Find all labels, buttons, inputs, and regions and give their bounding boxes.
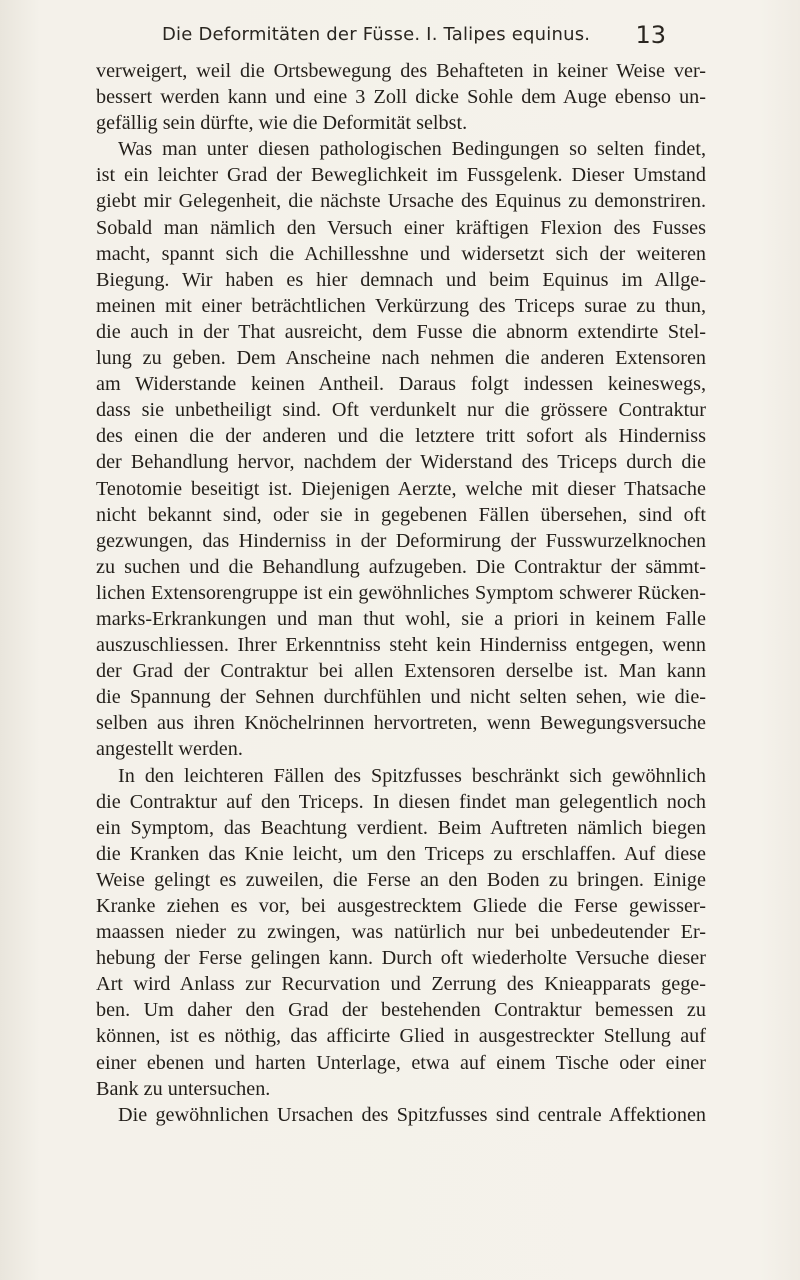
text-line: ein Symptom, das Beachtung verdient. Beim Auftreten nämlich biegen [96, 816, 706, 839]
text-line: Kranke ziehen es vor, bei ausgestrecktem Gliede die Ferse gewisser- [96, 895, 706, 917]
text-line: einer ebenen und harten Unterlage, etwa auf einem Tische oder einer [96, 1051, 706, 1074]
text-line: die auch in der That ausreicht, dem Fusse die abnorm extendirte Stel- [96, 320, 706, 343]
text-line: gezwungen, das Hinderniss in der Deformirung der Fusswurzelknochen [96, 529, 706, 552]
text-line: Sobald man nämlich den Versuch einer kräftigen Flexion des Fusses [96, 216, 706, 239]
running-head [162, 18, 666, 52]
text-line: macht, spannt sich die Achillesshne und widersetzt sich der weiteren [96, 242, 706, 265]
text-line: gefällig sein dürfte, wie die Deformität selbst. [96, 112, 468, 135]
text-line: maassen nieder zu zwingen, was natürlich nur bei unbedeutender Er- [96, 921, 706, 944]
text-line: hebung der Ferse gelingen kann. Durch oft wiederholte Versuche dieser [96, 947, 706, 970]
text-line: angestellt werden. [96, 738, 243, 761]
text-line: ben. Um daher den Grad der bestehenden Contraktur bemessen zu [96, 999, 706, 1022]
text-line: Die gewöhnlichen Ursachen des Spitzfusses sind centrale Affektionen [118, 1103, 706, 1126]
body-text [96, 58, 706, 1128]
text-line: zu suchen und die Behandlung aufzugeben. Die Contraktur der sämmt- [96, 555, 706, 578]
text-line: marks-Erkrankungen und man thut wohl, sie a priori in keinem Falle [96, 607, 706, 630]
text-line: Biegung. Wir haben es hier demnach und beim Equinus im Allge- [96, 268, 706, 291]
text-line: die Spannung der Sehnen durchfühlen und nicht selten sehen, wie die- [96, 686, 706, 709]
page-number: 13 [635, 21, 666, 49]
text-line: am Widerstande keinen Antheil. Daraus folgt indessen keineswegs, [96, 373, 706, 396]
text-line: können, ist es nöthig, das afficirte Glied in ausgestreckter Stellung auf [96, 1025, 706, 1048]
text-line: dass sie unbetheiligt sind. Oft verdunkelt nur die grössere Contraktur [96, 399, 706, 422]
text-line: meinen mit einer beträchtlichen Verkürzung des Triceps surae zu thun, [96, 294, 706, 317]
text-line: Was man unter diesen pathologischen Bedingungen so selten findet, [118, 138, 706, 161]
text-line: giebt mir Gelegenheit, die nächste Ursache des Equinus zu demonstriren. [96, 190, 706, 213]
text-line: lichen Extensorengruppe ist ein gewöhnliches Symptom schwerer Rücken- [96, 581, 706, 604]
text-line: auszuschliessen. Ihrer Erkenntniss steht kein Hinderniss entgegen, wenn [96, 634, 706, 657]
text-line: der Behandlung hervor, nachdem der Widerstand des Triceps durch die [96, 451, 706, 474]
text-line: Tenotomie beseitigt ist. Diejenigen Aerzte, welche mit dieser Thatsache [96, 477, 706, 500]
text-line: des einen die der anderen und die letztere tritt sofort als Hinderniss [96, 425, 706, 448]
text-line: In den leichteren Fällen des Spitzfusses beschränkt sich gewöhnlich [118, 764, 706, 787]
running-head-title: Die Deformitäten der Füsse. I. Talipes equinus. [162, 24, 591, 45]
text-line: die Kranken das Knie leicht, um den Triceps zu erschlaffen. Auf diese [96, 842, 706, 865]
text-line: Weise gelingt es zuweilen, die Ferse an den Boden zu bringen. Einige [96, 868, 706, 891]
text-line: Art wird Anlass zur Recurvation und Zerrung des Knieapparats gege- [96, 973, 706, 996]
text-line: lung zu geben. Dem Anscheine nach nehmen die anderen Extensoren [96, 347, 706, 370]
text-line: nicht bekannt sind, oder sie in gegebenen Fällen übersehen, sind oft [96, 503, 706, 526]
text-line: ist ein leichter Grad der Beweglichkeit im Fussgelenk. Dieser Umstand [96, 164, 706, 187]
text-line: bessert werden kann und eine 3 Zoll dicke Sohle dem Auge ebenso un- [96, 86, 706, 109]
text-line: der Grad der Contraktur bei allen Extensoren derselbe ist. Man kann [96, 660, 706, 683]
text-line: Bank zu untersuchen. [96, 1077, 271, 1100]
text-line: selben aus ihren Knöchelrinnen hervortreten, wenn Bewegungsversuche [96, 712, 706, 735]
text-line: die Contraktur auf den Triceps. In diesen findet man gelegentlich noch [96, 790, 706, 813]
text-line: verweigert, weil die Ortsbewegung des Behafteten in keiner Weise ver- [96, 60, 706, 82]
